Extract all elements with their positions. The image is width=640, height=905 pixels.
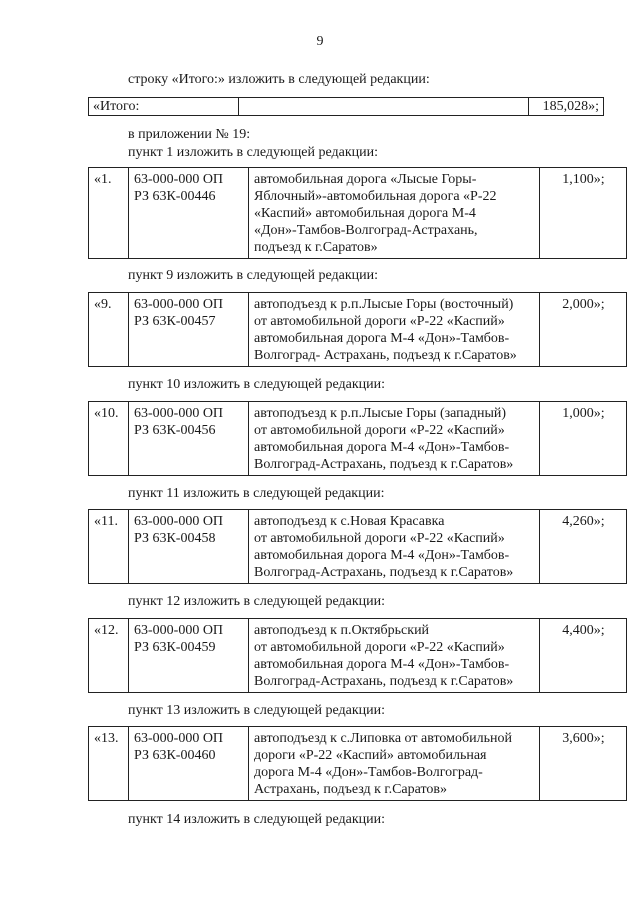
road-name: автомобильная дорога «Лысые Горы- Яблочный»-автомобильная дорога «Р-22 «Каспий» автомобильная дорога М-4 «Дон»-Тамбов-Волгоград-Астрахань, подъезд к г.Саратов» xyxy=(249,168,540,259)
section-heading-1: пункт 1 изложить в следующей редакции: xyxy=(128,145,378,160)
row-number: «11. xyxy=(89,510,129,584)
section-heading-13: пункт 13 изложить в следующей редакции: xyxy=(128,703,385,718)
amendment-row-9 xyxy=(88,292,627,367)
road-name: автоподъезд к р.п.Лысые Горы (западный) от автомобильной дороги «Р-22 «Каспий» автомобильная дорога М-4 «Дон»-Тамбов- Волгоград-Астрахань, подъезд к г.Саратов» xyxy=(249,402,540,476)
road-code: 63-000-000 ОП РЗ 63К-00460 xyxy=(129,727,249,801)
road-name: автоподъезд к п.Октябрьский от автомобильной дороги «Р-22 «Каспий» автомобильная дорога М-4 «Дон»-Тамбов- Волгоград-Астрахань, подъезд к г.Саратов» xyxy=(249,619,540,693)
amendment-row-1 xyxy=(88,167,627,259)
amendment-row-13 xyxy=(88,726,627,801)
road-code: 63-000-000 ОП РЗ 63К-00457 xyxy=(129,293,249,367)
road-code: 63-000-000 ОП РЗ 63К-00458 xyxy=(129,510,249,584)
row-number: «12. xyxy=(89,619,129,693)
row-number: «9. xyxy=(89,293,129,367)
amendment-row-12 xyxy=(88,618,627,693)
road-length: 1,000»; xyxy=(540,402,627,476)
closing-line: пункт 14 изложить в следующей редакции: xyxy=(128,812,385,827)
page-number: 9 xyxy=(316,34,324,49)
total-row xyxy=(88,97,604,116)
row-number: «13. xyxy=(89,727,129,801)
road-length: 3,600»; xyxy=(540,727,627,801)
intro-line: строку «Итого:» изложить в следующей редакции: xyxy=(128,72,430,87)
total-value: 185,028»; xyxy=(529,98,604,116)
road-code: 63-000-000 ОП РЗ 63К-00456 xyxy=(129,402,249,476)
row-number: «1. xyxy=(89,168,129,259)
amendment-row-11 xyxy=(88,509,627,584)
road-length: 4,260»; xyxy=(540,510,627,584)
section-heading-12: пункт 12 изложить в следующей редакции: xyxy=(128,594,385,609)
road-name: автоподъезд к с.Новая Красавка от автомобильной дороги «Р-22 «Каспий» автомобильная дорога М-4 «Дон»-Тамбов- Волгоград-Астрахань, подъезд к г.Саратов» xyxy=(249,510,540,584)
road-name: автоподъезд к с.Липовка от автомобильной дороги «Р-22 «Каспий» автомобильная дорога М-4 «Дон»-Тамбов-Волгоград- Астрахань, подъезд к г.Саратов» xyxy=(249,727,540,801)
total-label: «Итого: xyxy=(89,98,239,116)
road-length: 1,100»; xyxy=(540,168,627,259)
section-heading-11: пункт 11 изложить в следующей редакции: xyxy=(128,486,385,501)
section-heading-9: пункт 9 изложить в следующей редакции: xyxy=(128,268,378,283)
road-code: 63-000-000 ОП РЗ 63К-00459 xyxy=(129,619,249,693)
road-name: автоподъезд к р.п.Лысые Горы (восточный) от автомобильной дороги «Р-22 «Каспий» автомобильная дорога М-4 «Дон»-Тамбов- Волгоград- Астрахань, подъезд к г.Саратов» xyxy=(249,293,540,367)
section-heading-10: пункт 10 изложить в следующей редакции: xyxy=(128,377,385,392)
total-empty-cell xyxy=(239,98,529,116)
appendix-line: в приложении № 19: xyxy=(128,127,251,142)
row-number: «10. xyxy=(89,402,129,476)
road-length: 2,000»; xyxy=(540,293,627,367)
amendment-row-10 xyxy=(88,401,627,476)
road-length: 4,400»; xyxy=(540,619,627,693)
road-code: 63-000-000 ОП РЗ 63К-00446 xyxy=(129,168,249,259)
